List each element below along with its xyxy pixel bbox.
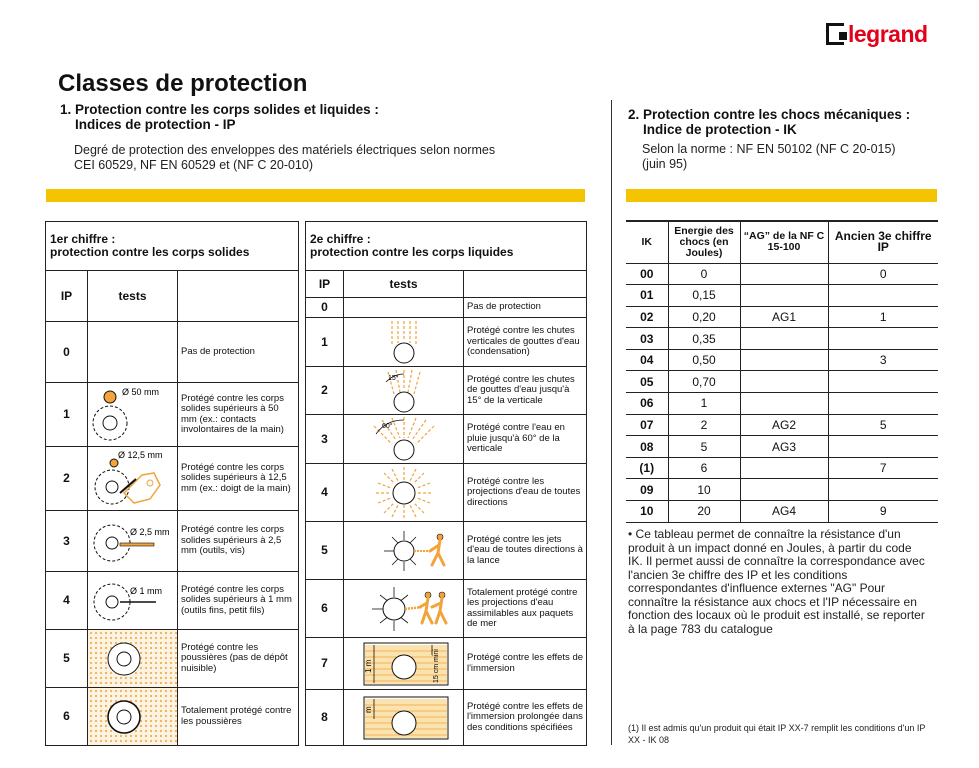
liquids-header-line2: protection contre les corps liquides xyxy=(310,245,514,259)
splash-all-directions-icon xyxy=(346,465,462,521)
ik-energy-6: 1 xyxy=(668,393,740,415)
solids-test-1 xyxy=(88,383,178,447)
liquids-test-4 xyxy=(344,464,464,522)
sphere-50mm-icon xyxy=(90,385,176,445)
liquids-ip-7: 7 xyxy=(306,638,344,690)
section2-description xyxy=(642,142,896,172)
solids-test-5 xyxy=(88,630,178,688)
section2-desc-line2: (juin 95) xyxy=(642,157,688,171)
solids-desc-4: Protégé contre les corps solides supérieurs à 1 mm (outils fins, petit fils) xyxy=(178,572,299,630)
liquids-table xyxy=(305,221,587,746)
solids-ip-6: 6 xyxy=(46,688,88,746)
table-row xyxy=(306,690,587,746)
table-row xyxy=(46,630,299,688)
heavy-seas-icon xyxy=(346,581,462,637)
ik-code-4: 04 xyxy=(626,349,668,371)
ik-old-ip-0: 0 xyxy=(828,263,938,285)
ik-ag-6 xyxy=(740,393,828,415)
liquids-desc-1: Protégé contre les chutes verticales de gouttes d'eau (condensation) xyxy=(464,318,587,367)
ik-energy-4: 0,50 xyxy=(668,349,740,371)
ik-code-6: 06 xyxy=(626,393,668,415)
table-row xyxy=(306,580,587,638)
liquids-ip-5: 5 xyxy=(306,522,344,580)
solids-col-tests: tests xyxy=(88,271,178,322)
legrand-logo xyxy=(826,20,938,48)
ik-energy-10: 10 xyxy=(668,479,740,501)
liquids-test-0 xyxy=(344,298,464,318)
liquids-header xyxy=(306,222,587,271)
immersion-icon xyxy=(346,639,462,689)
liquids-col-tests: tests xyxy=(344,271,464,298)
table-row xyxy=(626,414,938,436)
liquids-ip-0: 0 xyxy=(306,298,344,318)
table-row xyxy=(626,479,938,501)
solids-test-6 xyxy=(88,688,178,746)
section2-heading-line2: Indice de protection - IK xyxy=(643,122,797,137)
solids-desc-5: Protégé contre les poussières (pas de dépôt nuisible) xyxy=(178,630,299,688)
table-row xyxy=(46,688,299,746)
ik-old-ip-3 xyxy=(828,328,938,350)
table-row xyxy=(306,522,587,580)
section2-heading-line1: 2. Protection contre les chocs mécaniques : xyxy=(628,107,911,122)
fireman-icon xyxy=(430,534,444,565)
solids-table xyxy=(45,221,299,746)
wire-probe-icon xyxy=(90,513,176,569)
ik-old-ip-8 xyxy=(828,436,938,458)
liquids-ip-4: 4 xyxy=(306,464,344,522)
liquids-test-3 xyxy=(344,415,464,464)
prolonged-immersion-icon xyxy=(346,693,462,743)
section1-heading-line2: Indices de protection - IP xyxy=(75,117,236,132)
liquids-angle-2: 15° xyxy=(387,374,399,382)
finger-probe-icon xyxy=(90,449,176,509)
ik-ag-5 xyxy=(740,371,828,393)
ik-energy-7: 2 xyxy=(668,414,740,436)
ik-note: • Ce tableau permet de connaître la résistance d'un produit à un impact donné en Joules, à partir du code IK. Il permet aussi de connaître la correspondance avec l'ancien 3e chiffre des IP et les conditions correspondantes d'influence externes "AG" Pour connaître la résistance aux chocs et l'IP nécessaire en fonction des locaux où le produit est installé, se reporter à la page 783 du catalogue xyxy=(628,527,925,636)
liquids-desc-8: Protégé contre les effets de l'immersion prolongée dans des conditions spécifiées xyxy=(464,690,587,746)
table-row xyxy=(626,371,938,393)
ik-code-9: (1) xyxy=(626,457,668,479)
ik-old-ip-9: 7 xyxy=(828,457,938,479)
ik-ag-4 xyxy=(740,349,828,371)
legrand-logo-mark xyxy=(826,23,844,45)
ik-col-ag: “AG” de la NF C 15-100 xyxy=(740,221,828,263)
solids-desc-3: Protégé contre les corps solides supérieurs à 2,5 mm (outils, vis) xyxy=(178,511,299,572)
ik-col-energy: Energie des chocs (en Joules) xyxy=(668,221,740,263)
ik-code-0: 00 xyxy=(626,263,668,285)
solids-ip-0: 0 xyxy=(46,322,88,383)
ik-code-2: 02 xyxy=(626,306,668,328)
solids-ip-1: 1 xyxy=(46,383,88,447)
table-row xyxy=(626,436,938,458)
solids-ip-5: 5 xyxy=(46,630,88,688)
ik-ag-7: AG2 xyxy=(740,414,828,436)
liquids-desc-2: Protégé contre les chutes de gouttes d'eau jusqu'à 15° de la verticale xyxy=(464,367,587,415)
liquids-desc-3: Protégé contre l'eau en pluie jusqu'à 60° de la verticale xyxy=(464,415,587,464)
solids-desc-6: Totalement protégé contre les poussières xyxy=(178,688,299,746)
ik-col-ik: IK xyxy=(626,221,668,263)
section2-desc-line1: Selon la norme : NF EN 50102 (NF C 20-015) xyxy=(642,142,896,156)
liquids-desc-0: Pas de protection xyxy=(464,298,587,318)
table-row xyxy=(306,367,587,415)
liquids-test-1 xyxy=(344,318,464,367)
ik-footnote: (1) Il est admis qu'un produit qui était IP XX-7 remplit les conditions d'un IP XX - IK 08 xyxy=(628,723,926,745)
ik-old-ip-4: 3 xyxy=(828,349,938,371)
ik-energy-0: 0 xyxy=(668,263,740,285)
liquids-test-6 xyxy=(344,580,464,638)
table-row xyxy=(306,415,587,464)
liquids-desc-5: Protégé contre les jets d'eau de toutes directions à la lance xyxy=(464,522,587,580)
ik-energy-3: 0,35 xyxy=(668,328,740,350)
liquids-depth1-7: 1 m xyxy=(363,659,373,673)
solids-ip-2: 2 xyxy=(46,447,88,511)
rain-60-degree-icon xyxy=(346,416,462,462)
ik-ag-10 xyxy=(740,479,828,501)
liquids-col-ip: IP xyxy=(306,271,344,298)
table-row xyxy=(626,349,938,371)
drops-15-degree-icon xyxy=(346,368,462,414)
page-title: Classes de protection xyxy=(58,70,308,97)
ik-code-1: 01 xyxy=(626,285,668,307)
section2-heading xyxy=(628,107,910,137)
ik-code-11: 10 xyxy=(626,501,668,523)
solids-label-1: Ø 50 mm xyxy=(121,386,159,397)
column-separator xyxy=(611,100,612,745)
ik-ag-3 xyxy=(740,328,828,350)
ik-ag-2: AG1 xyxy=(740,306,828,328)
table-row xyxy=(626,328,938,350)
solids-desc-1: Protégé contre les corps solides supérieurs à 50 mm (ex.: contacts involontaires de la main) xyxy=(178,383,299,447)
liquids-angle-3: 60° xyxy=(381,423,393,430)
liquids-depth1-8: m xyxy=(363,705,373,713)
liquids-desc-7: Protégé contre les effets de l'immersion xyxy=(464,638,587,690)
yellow-divider-right xyxy=(626,189,937,202)
ik-energy-2: 0,20 xyxy=(668,306,740,328)
liquids-desc-4: Protégé contre les projections d'eau de toutes directions xyxy=(464,464,587,522)
ik-col-old-ip: Ancien 3e chiffre IP xyxy=(828,221,938,263)
section1-heading xyxy=(60,102,379,132)
yellow-divider-left xyxy=(46,189,585,202)
solids-ip-3: 3 xyxy=(46,511,88,572)
ik-ag-0 xyxy=(740,263,828,285)
ik-code-8: 08 xyxy=(626,436,668,458)
ik-energy-9: 6 xyxy=(668,457,740,479)
ik-old-ip-5 xyxy=(828,371,938,393)
liquids-ip-6: 6 xyxy=(306,580,344,638)
solids-label-3: Ø 2,5 mm xyxy=(129,527,170,537)
ik-old-ip-2: 1 xyxy=(828,306,938,328)
vertical-drops-icon xyxy=(346,319,462,365)
liquids-test-2 xyxy=(344,367,464,415)
solids-test-4 xyxy=(88,572,178,630)
table-row xyxy=(46,447,299,511)
liquids-ip-1: 1 xyxy=(306,318,344,367)
liquids-test-5 xyxy=(344,522,464,580)
liquids-test-7 xyxy=(344,638,464,690)
dust-icon xyxy=(90,632,176,686)
section1-desc-line2: CEI 60529, NF EN 60529 et (NF C 20-010) xyxy=(74,158,314,172)
ik-old-ip-6 xyxy=(828,393,938,415)
table-row xyxy=(46,322,299,383)
solids-test-2 xyxy=(88,447,178,511)
liquids-header-line1: 2e chiffre : xyxy=(310,232,371,246)
ik-code-10: 09 xyxy=(626,479,668,501)
liquids-col-desc xyxy=(464,271,587,298)
ik-old-ip-7: 5 xyxy=(828,414,938,436)
ik-energy-11: 20 xyxy=(668,501,740,523)
solids-header-line2: protection contre les corps solides xyxy=(50,245,250,259)
table-row xyxy=(626,285,938,307)
liquids-depth2-7: 15 cm mini xyxy=(432,648,440,683)
table-row xyxy=(626,501,938,523)
table-row xyxy=(626,306,938,328)
section1-description xyxy=(74,143,495,173)
brand-name: legrand xyxy=(848,20,928,47)
solids-test-3 xyxy=(88,511,178,572)
table-row xyxy=(46,572,299,630)
liquids-desc-6: Totalement protégé contre les projections d'eau assimilables aux paquets de mer xyxy=(464,580,587,638)
ik-table xyxy=(626,220,938,523)
ik-energy-1: 0,15 xyxy=(668,285,740,307)
table-row xyxy=(626,457,938,479)
fine-wire-probe-icon xyxy=(90,574,176,628)
ik-ag-11: AG4 xyxy=(740,501,828,523)
table-row xyxy=(626,393,938,415)
ik-old-ip-11: 9 xyxy=(828,501,938,523)
solids-desc-0: Pas de protection xyxy=(178,322,299,383)
table-row xyxy=(306,318,587,367)
ik-code-7: 07 xyxy=(626,414,668,436)
liquids-ip-3: 3 xyxy=(306,415,344,464)
dust-tight-icon xyxy=(90,690,176,744)
ik-energy-5: 0,70 xyxy=(668,371,740,393)
solids-col-desc xyxy=(178,271,299,322)
section1-desc-line1: Degré de protection des enveloppes des matériels électriques selon normes xyxy=(74,143,496,157)
solids-header-line1: 1er chiffre : xyxy=(50,232,116,246)
table-row xyxy=(306,464,587,522)
solids-label-2: Ø 12,5 mm xyxy=(117,449,163,460)
section1-heading-line1: 1. Protection contre les corps solides et liquides : xyxy=(60,102,379,117)
ik-old-ip-1 xyxy=(828,285,938,307)
table-row xyxy=(46,511,299,572)
ik-table-body xyxy=(626,263,938,522)
table-row xyxy=(306,638,587,690)
ik-ag-9 xyxy=(740,457,828,479)
solids-test-0 xyxy=(88,322,178,383)
ik-code-3: 03 xyxy=(626,328,668,350)
ik-old-ip-10 xyxy=(828,479,938,501)
ik-energy-8: 5 xyxy=(668,436,740,458)
firemen-icon xyxy=(420,592,446,623)
table-row xyxy=(626,263,938,285)
liquids-ip-2: 2 xyxy=(306,367,344,415)
solids-header xyxy=(46,222,299,271)
solids-desc-2: Protégé contre les corps solides supérieurs à 12,5 mm (ex.: doigt de la main) xyxy=(178,447,299,511)
solids-ip-4: 4 xyxy=(46,572,88,630)
liquids-test-8 xyxy=(344,690,464,746)
ik-ag-1 xyxy=(740,285,828,307)
solids-col-ip: IP xyxy=(46,271,88,322)
ik-code-5: 05 xyxy=(626,371,668,393)
table-row xyxy=(306,298,587,318)
table-row xyxy=(46,383,299,447)
solids-label-4: Ø 1 mm xyxy=(129,585,162,596)
water-jet-lance-icon xyxy=(346,523,462,579)
ik-ag-8: AG3 xyxy=(740,436,828,458)
liquids-ip-8: 8 xyxy=(306,690,344,746)
